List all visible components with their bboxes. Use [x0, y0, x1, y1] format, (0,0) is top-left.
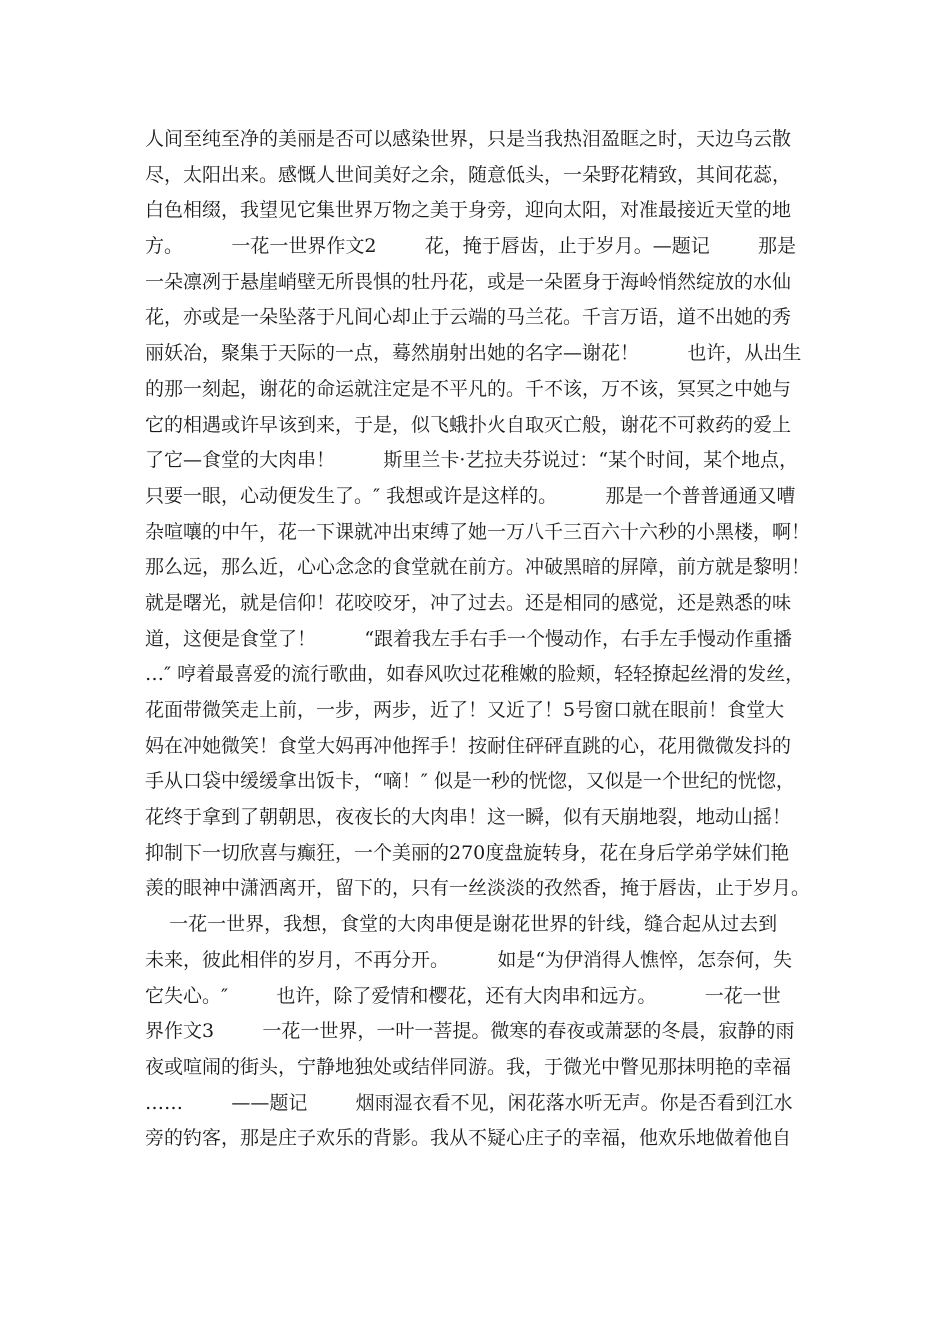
- text-line: 花面带微笑走上前，一步，两步，近了！又近了！5号窗口就在眼前！食堂大: [145, 699, 785, 721]
- text-line: 花终于拿到了朝朝思，夜夜长的大肉串！这一瞬，似有天崩地裂，地动山摇！: [145, 806, 792, 829]
- text-line: 道，这便是食堂了！ “跟着我左手右手一个慢动作，右手左手慢动作重播: [145, 627, 793, 650]
- text-line: 未来，彼此相伴的岁月，不再分开。 如是“为伊消得人憔悴，怎奈何，失: [145, 948, 793, 971]
- body-text: [145, 122, 825, 1157]
- text-line: 的那一刻起，谢花的命运就注定是不平凡的。千不该，万不该，冥冥之中她与: [145, 377, 792, 400]
- text-line: 羡的眼神中潇洒离开，留下的，只有一丝淡淡的孜然香，掩于唇齿，止于岁月。: [145, 877, 811, 900]
- text-line: 人间至纯至净的美丽是否可以感染世界，只是当我热泪盈眶之时，天边乌云散: [145, 128, 792, 150]
- text-line: 丽妖冶，聚集于天际的一点，蓦然崩射出她的名字—谢花！ 也许，从出生: [145, 342, 802, 365]
- text-line: 一花一世界，我想，食堂的大肉串便是谢花世界的针线，缝合起从过去到: [145, 913, 778, 936]
- text-line: 尽，太阳出来。感慨人世间美好之余，随意低头，一朵野花精致，其间花蕊，: [145, 163, 792, 186]
- text-line: 那么远，那么近，心心念念的食堂就在前方。冲破黑暗的屏障，前方就是黎明！: [145, 556, 811, 579]
- text-line: 一朵凛冽于悬崖峭壁无所畏惧的牡丹花，或是一朵匿身于海岭悄然绽放的水仙: [145, 270, 792, 293]
- text-line: 旁的钓客，那是庄子欢乐的背影。我从不疑心庄子的幸福，他欢乐地做着他自: [145, 1127, 792, 1150]
- text-line: 妈在冲她微笑！食堂大妈再冲他挥手！按耐住砰砰直跳的心，花用微微发抖的: [145, 734, 792, 757]
- text-line: …″ 哼着最喜爱的流行歌曲，如春风吹过花稚嫩的脸颊，轻轻撩起丝滑的发丝，: [145, 663, 805, 686]
- text-line: 花，亦或是一朵坠落于凡间心却止于云端的马兰花。千言万语，道不出她的秀: [145, 306, 792, 329]
- text-line: 手从口袋中缓缓拿出饭卡，“嘀！″ 似是一秒的恍惚，又似是一个世纪的恍惚，: [145, 770, 795, 793]
- text-line: 了它—食堂的大肉串！ 斯里兰卡·艺拉夫芬说过：“某个时间，某个地点，: [145, 449, 799, 472]
- text-line: 它失心。″ 也许，除了爱情和樱花，还有大肉串和远方。 一花一世: [145, 984, 781, 1007]
- text-line: 白色相缀，我望见它集世界万物之美于身旁，迎向太阳，对准最接近天堂的地: [145, 199, 792, 222]
- text-line: 界作文3 一花一世界，一叶一菩提。微寒的春夜或萧瑟的冬晨，寂静的雨: [145, 1020, 795, 1043]
- text-line: 就是曙光，就是信仰！花咬咬牙，冲了过去。还是相同的感觉，还是熟悉的味: [145, 591, 792, 614]
- text-line: 只要一眼，心动便发生了。″ 我想或许是这样的。 那是一个普普通通又嘈: [145, 484, 796, 507]
- text-line: 夜或喧闹的街头，宁静地独处或结伴同游。我，于微光中瞥见那抹明艳的幸福: [145, 1055, 792, 1078]
- text-line: 方。 一花一世界作文2 花，掩于唇齿，止于岁月。—题记 那是: [145, 235, 797, 258]
- text-line: …… ——题记 烟雨湿衣看不见，闲花落水听无声。你是否看到江水: [145, 1091, 793, 1114]
- text-line: 杂喧嚷的中午，花一下课就冲出束缚了她一万八千三百六十六秒的小黑楼，啊！: [145, 520, 811, 543]
- text-line: 抑制下一切欣喜与癫狂，一个美丽的270度盘旋转身，花在身后学弟学妹们艳: [145, 841, 790, 864]
- text-line: 它的相遇或许早该到来，于是，似飞蛾扑火自取灭亡般，谢花不可救药的爱上: [145, 413, 792, 436]
